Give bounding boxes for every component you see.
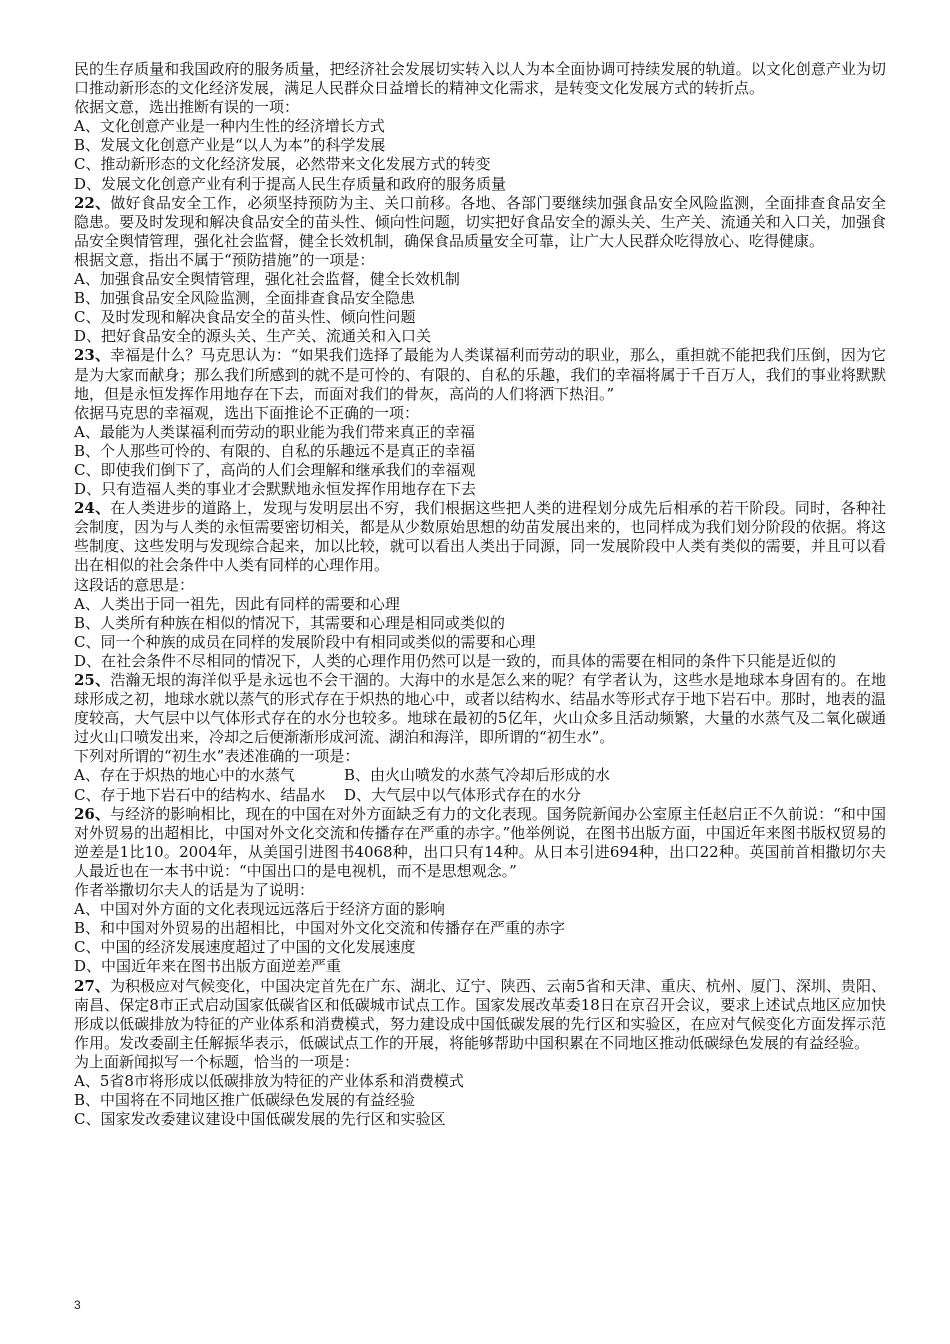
question-27-option-a: A、5省8市将形成以低碳排放为特征的产业体系和消费模式 <box>74 1071 464 1090</box>
question-24-passage <box>74 499 886 575</box>
question-22-passage <box>74 194 886 251</box>
intro-option-a: A、文化创意产业是一种内生性的经济增长方式 <box>74 117 385 136</box>
question-24-option-d: D、在社会条件不尽相同的情况下，人类的心理作用仍然可以是一致的，而具体的需要在相同的条件下只能是近似的 <box>74 651 837 670</box>
question-number: 26、 <box>74 804 111 823</box>
question-23-option-d: D、只有造福人类的事业才会默默地永恒发挥作用地存在下去 <box>74 480 477 499</box>
question-number: 25、 <box>74 671 111 689</box>
question-number: 23、 <box>74 346 111 365</box>
question-25-option-d: D、大气层中以气体形式存在的水分 <box>344 785 582 804</box>
question-22-option-c: C、及时发现和解决食品安全的苗头性、倾向性问题 <box>74 308 416 327</box>
question-24-option-a: A、人类出于同一祖先，因此有同样的需要和心理 <box>74 594 400 613</box>
question-23-option-a: A、最能为人类谋福利而劳动的职业能为我们带来真正的幸福 <box>74 422 475 441</box>
question-25-option-c: C、存于地下岩石中的结构水、结晶水 <box>74 785 326 804</box>
page-number: 3 <box>74 1298 81 1312</box>
intro-option-d: D、发展文化创意产业有利于提高人民生存质量和政府的服务质量 <box>74 174 507 193</box>
question-26-option-c: C、中国的经济发展速度超过了中国的文化发展速度 <box>74 938 416 957</box>
question-27-prompt: 为上面新闻拟写一个标题，恰当的一项是： <box>74 1052 360 1071</box>
intro-question: 依据文意，选出推断有误的一项： <box>74 98 300 117</box>
question-22-option-a: A、加强食品安全舆情管理，强化社会监督，健全长效机制 <box>74 270 460 289</box>
passage-text: 幸福是什么？马克思认为：“如果我们选择了最能为人类谋福利而劳动的职业，那么，重担就不能把我们压倒，因为它是为大家而献身；那么我们所感到的就不是可怜的、有限的、自私的乐趣，我们的幸福将属于千百万人，我们的事业将默默地，但是永恒发挥作用地存在下去，而面对我们的骨灰，高尚的人们将洒下热泪。” <box>74 346 886 403</box>
question-26-prompt: 作者举撒切尔夫人的话是为了说明： <box>74 881 315 900</box>
question-23-prompt: 依据马克思的幸福观，选出下面推论不正确的一项： <box>74 403 420 422</box>
question-27-option-c: C、国家发改委建议建设中国低碳发展的先行区和实验区 <box>74 1110 446 1129</box>
question-number: 27、 <box>74 976 110 995</box>
question-24-option-c: C、同一个种族的成员在同样的发展阶段中有相同或类似的需要和心理 <box>74 632 536 651</box>
passage-text: 与经济的影响相比，现在的中国在对外方面缺乏有力的文化表现。国务院新闻办公室原主任赵启正不久前说：“和中国对外贸易的出超相比，中国对外文化交流和传播存在严重的赤字。”他举例说，在图书出版方面，中国近年来图书版权贸易的逆差是1比10。2004年，从美国引进图书4068种，出口只有14种。从日本引进694种，出口22种。英国前首相撒切尔夫人最近也在一本书中说：“中国出口的是电视机，而不是思想观念。” <box>74 804 886 880</box>
question-number: 22、 <box>74 193 111 212</box>
question-23-passage <box>74 346 886 403</box>
document-page <box>74 60 886 1129</box>
question-22-option-b: B、加强食品安全风险监测，全面排查食品安全隐患 <box>74 289 416 308</box>
passage-text: 做好食品安全工作，必须坚持预防为主、关口前移。各地、各部门要继续加强食品安全风险监测，全面排查食品安全隐患。要及时发现和解决食品安全的苗头性、倾向性问题，切实把好食品安全的源头关、生产关、流通关和入口关，加强食品安全舆情管理，强化社会监督，健全长效机制，确保食品质量安全可靠，让广大人民群众吃得放心、吃得健康。 <box>74 193 887 250</box>
question-22-prompt: 根据文意，指出不属于“预防措施”的一项是： <box>74 250 375 269</box>
question-26-option-a: A、中国对外方面的文化表现远远落后于经济方面的影响 <box>74 900 445 919</box>
question-26-option-b: B、和中国对外贸易的出超相比，中国对外文化交流和传播存在严重的赤字 <box>74 919 566 938</box>
passage-text: 在人类进步的道路上，发现与发明层出不穷，我们根据这些把人类的进程划分成先后相承的若干阶段。同时，各种社会制度，因为与人类的永恒需要密切相关，都是从少数原始思想的幼苗发展出来的，也同样成为我们划分阶段的依据。将这些制度、这些发明与发现综合起来，加以比较，就可以看出人类出于同源，同一发展阶段中人类有类似的需要，并且可以看出在相似的社会条件中人类有同样的心理作用。 <box>74 499 887 575</box>
intro-option-b: B、发展文化创意产业是“以人为本”的科学发展 <box>74 136 386 155</box>
intro-passage: 民的生存质量和我国政府的服务质量，把经济社会发展切实转入以人为本全面协调可持续发展的轨道。以文化创意产业为切口推动新形态的文化经济发展，满足人民群众日益增长的精神文化需求，是转变文化发展方式的转折点。 <box>74 60 886 98</box>
passage-text: 为积极应对气候变化，中国决定首先在广东、湖北、辽宁、陕西、云南5省和天津、重庆、杭州、厦门、深圳、贵阳、南昌、保定8市正式启动国家低碳省区和低碳城市试点工作。国家发展改革委18日在京召开会议，要求上述试点地区应加快形成以低碳排放为特征的产业体系和消费模式，努力建设成中国低碳发展的先行区和实验区，在应对气候变化方面发挥示范作用。发改委副主任解振华表示，低碳试点工作的开展，将能够帮助中国积累在不同地区推动低碳绿色发展的有益经验。 <box>74 976 886 1052</box>
passage-text: 浩瀚无垠的海洋似乎是永远也不会干涸的。大海中的水是怎么来的呢？有学者认为，这些水是地球本身固有的。在地球形成之初，地球水就以蒸气的形式存在于炽热的地心中，或者以结构水、结晶水等形式存于地下岩石中。那时，地表的温度较高，大气层中以气体形式存在的水分也较多。地球在最初的5亿年，火山众多且活动频繁，大量的水蒸气及二氧化碳通过火山口喷发出来，冷却之后便渐渐形成河流、湖泊和海洋，即所谓的“初生水”。 <box>74 671 887 747</box>
question-25-prompt: 下列对所谓的“初生水”表述准确的一项是： <box>74 747 360 766</box>
question-27-passage <box>74 977 886 1053</box>
question-25-options-row-1 <box>74 766 886 785</box>
question-25-option-b: B、由火山喷发的水蒸气冷却后形成的水 <box>344 766 611 785</box>
intro-option-c: C、推动新形态的文化经济发展，必然带来文化发展方式的转变 <box>74 155 491 174</box>
question-25-option-a: A、存在于炽热的地心中的水蒸气 <box>74 766 295 785</box>
question-26-option-d: D、中国近年来在图书出版方面逆差严重 <box>74 957 342 976</box>
question-22-option-d: D、把好食品安全的源头关、生产关、流通关和入口关 <box>74 327 432 346</box>
question-number: 24、 <box>74 499 111 518</box>
question-23-option-b: B、个人那些可怜的、有限的、自私的乐趣远不是真正的幸福 <box>74 441 476 460</box>
question-25-passage <box>74 671 886 747</box>
question-24-prompt: 这段话的意思是： <box>74 575 195 594</box>
question-23-option-c: C、即使我们倒下了，高尚的人们会理解和继承我们的幸福观 <box>74 460 476 479</box>
question-24-option-b: B、人类所有种族在相似的情况下，其需要和心理是相同或类似的 <box>74 613 506 632</box>
question-27-option-b: B、中国将在不同地区推广低碳绿色发展的有益经验 <box>74 1091 416 1110</box>
question-26-passage <box>74 805 886 881</box>
question-25-options-row-2 <box>74 786 886 805</box>
